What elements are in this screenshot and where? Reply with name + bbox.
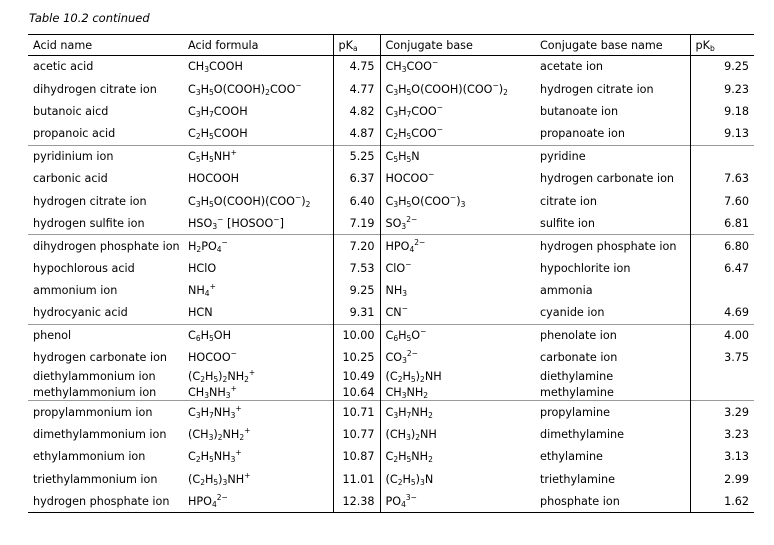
pka-cell: 4.82 [333,100,380,122]
pkb-cell: 9.25 [724,60,749,74]
conjugate-base-cell: $(C_2H_5)_2NH$ [385,370,442,385]
table-row [28,446,754,468]
conjugate-base-cell: HOCOO− [385,170,435,186]
pkb-cell [690,385,754,401]
pka-cell: 9.25 [333,279,380,301]
conjugate-base-cell: $CH_3COO^-$ [385,58,439,75]
acid-name-cell: propanoic acid [33,127,116,141]
acid-name-cell: methylammonium ion [33,386,157,400]
table-row [28,123,754,145]
table-row [28,468,754,490]
conjugate-base-name-cell: methylamine [535,385,690,401]
conjugate-base-cell: $C_3H_7COO^-$ [385,102,444,119]
pka-cell: 7.19 [333,212,380,234]
pka-cell: 10.64 [333,385,380,401]
pkb-cell: 7.60 [724,194,749,208]
conjugate-base-name-cell: acetate ion [535,56,690,78]
header-conjugate-base-name: Conjugate base name [535,35,690,56]
pkb-cell: 6.81 [724,216,749,230]
conjugate-base-name-cell: phosphate ion [535,491,690,513]
acid-formula-cell: $C_5H_5NH^+$ [183,145,333,167]
pka-cell: 11.01 [333,468,380,490]
conjugate-base-name-cell: triethylamine [535,468,690,490]
acid-name-cell: hydrogen phosphate ion [28,491,183,513]
acid-formula-cell: $C_6H_5OH$ [183,324,333,346]
table-row [28,100,754,122]
acid-name-cell: dimethylammonium ion [33,428,167,442]
acid-formula-cell: HCN [188,306,213,320]
acid-formula-cell: HClO [188,261,217,275]
acid-name-cell: acetic acid [33,60,94,74]
table-caption: Table 10.2 continued [29,11,150,25]
pka-cell: 10.87 [333,446,380,468]
conjugate-base-cell: $CH_3NH_2$ [385,386,429,401]
pkb-cell [690,369,754,385]
acid-name-cell: diethylammonium ion [33,370,156,384]
pkb-cell: 4.00 [690,324,754,346]
table-row [28,235,754,257]
table-row [28,190,754,212]
conjugate-base-cell: $PO_4^{3-}$ [380,491,535,513]
header-conjugate-base: Conjugate base [380,35,535,56]
acid-name-cell: hydrogen carbonate ion [33,351,168,365]
header-pka: $pK_a$ [333,35,380,56]
conjugate-base-cell: $(CH_3)_2NH$ [385,428,437,443]
conjugate-base-cell: CN− [385,304,408,320]
acid-formula-cell: $CH_3COOH$ [188,60,243,75]
conjugate-base-cell: $CO_3^{2-}$ [385,349,418,366]
conjugate-base-name-cell: diethylamine [535,369,690,385]
acid-formula-cell: $(C_2H_5)_2NH_2^+$ [188,368,256,385]
pkb-cell: 6.80 [690,235,754,257]
conjugate-base-name-cell: butanoate ion [535,100,690,122]
pkb-cell: 1.62 [690,491,754,513]
acid-formula-cell: HOCOOH [188,172,240,186]
pka-cell: 10.00 [333,324,380,346]
pkb-cell: 7.63 [724,172,749,186]
conjugate-base-name-cell: hydrogen citrate ion [535,78,690,100]
conjugate-base-cell: $(C_2H_5)_3N$ [385,472,434,487]
pkb-cell: 2.99 [724,472,749,486]
pkb-cell: 3.75 [724,351,749,365]
conjugate-base-name-cell: hydrogen carbonate ion [535,167,690,189]
table-row [28,78,754,100]
pka-cell: 7.53 [333,257,380,279]
conjugate-base-cell: $C_5H_5N$ [380,145,535,167]
table-row [28,257,754,279]
conjugate-base-cell: $C_3H_5O(COOH)(COO^-)_2$ [385,80,508,97]
acid-formula-cell: $(C_2H_5)_3NH^+$ [188,470,251,487]
conjugate-base-name-cell: sulfite ion [535,212,690,234]
conjugate-base-name-cell: phenolate ion [535,324,690,346]
pkb-cell: 3.23 [724,428,749,442]
header-acid-name: Acid name [28,35,183,56]
pkb-cell: 9.23 [724,82,749,96]
conjugate-base-cell: $C_3H_5O(COO^-)_3$ [385,192,466,209]
pka-cell: 4.77 [333,78,380,100]
pka-cell: 12.38 [333,491,380,513]
conjugate-base-name-cell: ammonia [535,279,690,301]
conjugate-base-name-cell: propanoate ion [535,123,690,145]
pkb-cell [690,279,754,301]
conjugate-base-cell: $SO_3^{2-}$ [385,214,418,231]
table-row [28,423,754,445]
table-row [28,145,754,167]
acid-formula-cell: HOCOO− [188,349,237,365]
acid-formula-cell: $(CH_3)_2NH_2^+$ [188,426,251,443]
acid-name-cell: dihydrogen citrate ion [33,82,157,96]
conjugate-base-name-cell: cyanide ion [535,302,690,324]
acid-name-cell: triethylammonium ion [33,472,158,486]
pka-cell: 10.25 [333,347,380,369]
pka-cell: 10.71 [333,401,380,423]
acid-formula-cell: $CH_3NH_3^+$ [188,384,237,401]
acid-name-cell: ethylammonium ion [33,450,146,464]
table-row [28,324,754,346]
acid-name-cell: butanoic aicd [33,104,109,118]
table-row [28,369,754,385]
conjugate-base-cell: $NH_3$ [385,284,408,299]
conjugate-base-cell: $C_6H_5O^-$ [380,324,535,346]
table-row [28,347,754,369]
header-pkb: $pK_b$ [690,35,754,56]
acid-formula-cell: $HPO_4^{2-}$ [183,491,333,513]
pka-cell: 10.49 [333,369,380,385]
conjugate-base-cell: $C_2H_5COO^-$ [385,125,444,142]
conjugate-base-name-cell: propylamine [535,401,690,423]
conjugate-base-cell: $C_3H_7NH_2$ [380,401,535,423]
acid-formula-cell: $NH_4^+$ [188,282,216,299]
acid-name-cell: dihydrogen phosphate ion [28,235,183,257]
acid-formula-cell: $C_2H_5NH_3^+$ [188,448,242,465]
pkb-cell: 9.18 [724,104,749,118]
pkb-cell: 3.29 [690,401,754,423]
table-row [28,491,754,513]
table-body [28,56,754,513]
pka-cell: 6.37 [333,167,380,189]
acid-name-cell: hypochlorous acid [33,261,135,275]
acid-name-cell: hydrogen sulfite ion [33,216,145,230]
acid-formula-cell: $C_2H_5COOH$ [188,127,248,142]
conjugate-base-name-cell: citrate ion [535,190,690,212]
pka-cell: 4.75 [333,56,380,78]
pka-table [28,34,754,513]
conjugate-base-cell: ClO− [385,259,412,275]
acid-formula-cell: $C_3H_7NH_3^+$ [183,401,333,423]
acid-formula-cell: $C_3H_5O(COOH)(COO^-)_2$ [188,192,311,209]
acid-formula-cell: $H_2PO_4^-$ [183,235,333,257]
pka-cell: 10.77 [333,423,380,445]
pka-cell: 7.20 [333,235,380,257]
pka-cell: 9.31 [333,302,380,324]
pka-cell: 6.40 [333,190,380,212]
conjugate-base-cell: $HPO_4^{2-}$ [380,235,535,257]
table-row [28,385,754,401]
acid-formula-cell: $HSO_3^-$ [HOSOO−] [188,214,284,231]
acid-formula-cell: $C_3H_5O(COOH)_2COO^-$ [188,80,302,97]
acid-name-cell: carbonic acid [33,172,108,186]
table-row [28,401,754,423]
table-row [28,279,754,301]
pkb-cell [690,145,754,167]
conjugate-base-name-cell: hypochlorite ion [535,257,690,279]
conjugate-base-name-cell: ethylamine [535,446,690,468]
pkb-cell: 9.13 [724,127,749,141]
pka-cell: 4.87 [333,123,380,145]
acid-name-cell: propylammonium ion [28,401,183,423]
conjugate-base-name-cell: dimethylamine [535,423,690,445]
pkb-cell: 4.69 [724,306,749,320]
conjugate-base-name-cell: carbonate ion [535,347,690,369]
table-row [28,167,754,189]
acid-formula-cell: $C_3H_7COOH$ [188,104,248,119]
acid-name-cell: ammonium ion [33,284,118,298]
table-row [28,212,754,234]
acid-name-cell: hydrocyanic acid [33,306,128,320]
pkb-cell: 3.13 [724,450,749,464]
header-row [28,35,754,56]
acid-name-cell: pyridinium ion [28,145,183,167]
conjugate-base-name-cell: hydrogen phosphate ion [535,235,690,257]
pka-cell: 5.25 [333,145,380,167]
header-acid-formula: Acid formula [183,35,333,56]
acid-name-cell: hydrogen citrate ion [33,194,147,208]
conjugate-base-cell: $C_2H_5NH_2$ [385,450,433,465]
pkb-cell: 6.47 [724,261,749,275]
acid-name-cell: phenol [28,324,183,346]
conjugate-base-name-cell: pyridine [535,145,690,167]
table-row [28,56,754,78]
table-row [28,302,754,324]
